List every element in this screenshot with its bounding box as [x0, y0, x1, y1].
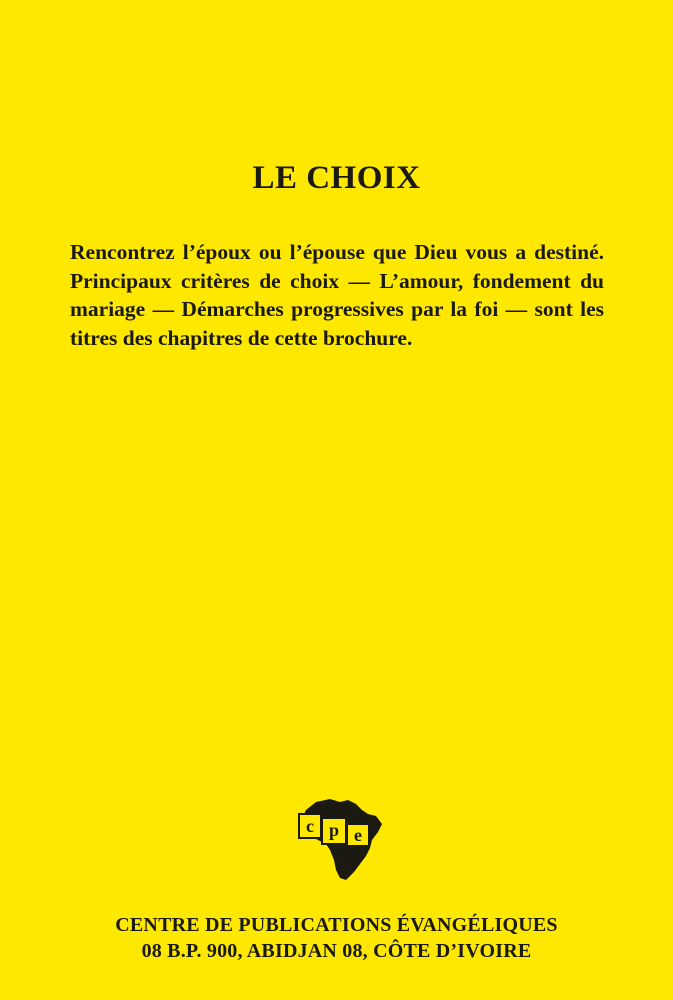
- svg-text:e: e: [354, 825, 362, 845]
- svg-text:p: p: [328, 820, 340, 840]
- africa-map-logo-icon: [296, 796, 390, 884]
- book-title: LE CHOIX: [252, 160, 421, 196]
- svg-text:c: c: [306, 816, 314, 836]
- book-description: Rencontrez l’époux ou l’épouse que Dieu vous a destiné. Principaux critères de choix — L’amour, fondement du mariage — Démarches progressives par la foi — sont les titres des chapitres de cette brochure.: [70, 240, 604, 350]
- publisher-block: [0, 912, 673, 964]
- publisher-name: CENTRE DE PUBLICATIONS ÉVANGÉLIQUES: [115, 914, 558, 936]
- publisher-address: 08 B.P. 900, ABIDJAN 08, CÔTE D’IVOIRE: [141, 940, 532, 962]
